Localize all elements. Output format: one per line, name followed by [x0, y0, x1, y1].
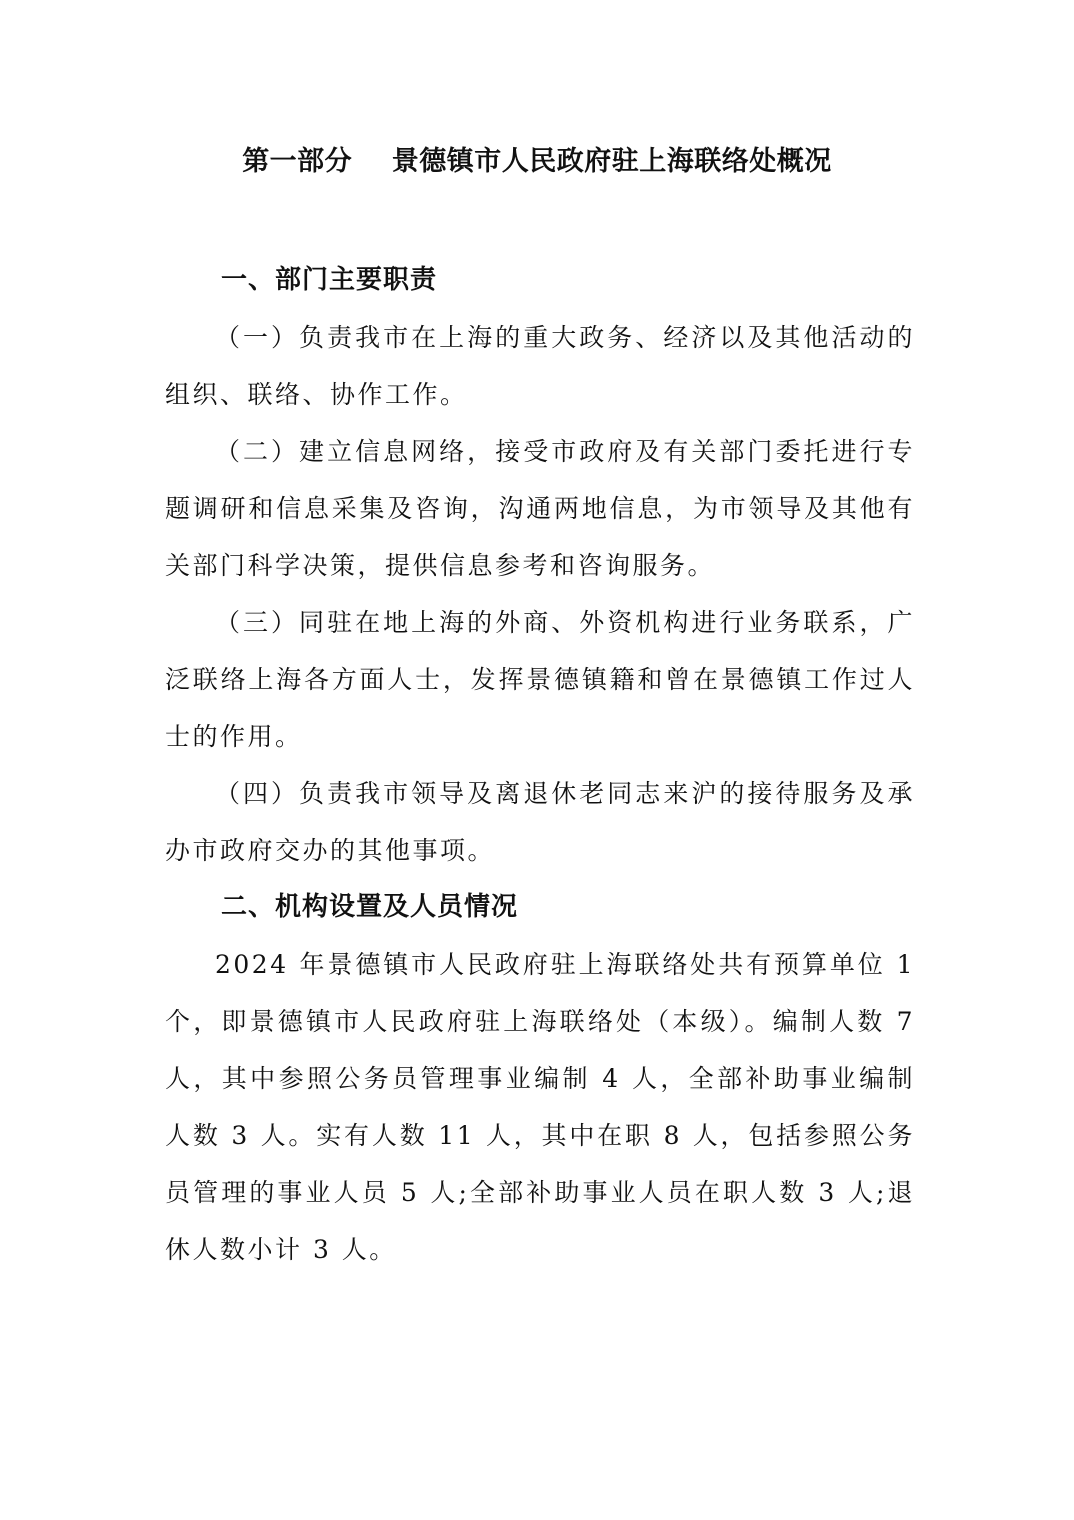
- paragraph: （二）建立信息网络，接受市政府及有关部门委托进行专题调研和信息采集及咨询，沟通两地信息，为市领导及其他有关部门科学决策，提供信息参考和咨询服务。: [165, 437, 915, 580]
- paragraph: 2024 年景德镇市人民政府驻上海联络处共有预算单位 1 个，即景德镇市人民政府驻上海联络处（本级）。编制人数 7 人，其中参照公务员管理事业编制 4 人，全部补助事业编制人数 3 人。实有人数 11 人，其中在职 8 人，包括参照公务员管理的事业人员 5 人;全部补助事业人员在职人数 3 人;退休人数小计 3 人。: [165, 950, 915, 1264]
- section-duties: [165, 252, 915, 879]
- document-body: [165, 252, 915, 1278]
- paragraph: （四）负责我市领导及离退休老同志来沪的接待服务及承办市政府交办的其他事项。: [165, 779, 915, 865]
- section-organization: [165, 879, 915, 1278]
- paragraph: （三）同驻在地上海的外商、外资机构进行业务联系，广泛联络上海各方面人士，发挥景德镇籍和曾在景德镇工作过人士的作用。: [165, 608, 915, 751]
- section-heading: 二、机构设置及人员情况: [221, 892, 519, 922]
- paragraph: （一）负责我市在上海的重大政务、经济以及其他活动的组织、联络、协作工作。: [165, 323, 915, 409]
- page-title: 第一部分 景德镇市人民政府驻上海联络处概况: [242, 146, 832, 177]
- section-heading: 一、部门主要职责: [221, 265, 438, 295]
